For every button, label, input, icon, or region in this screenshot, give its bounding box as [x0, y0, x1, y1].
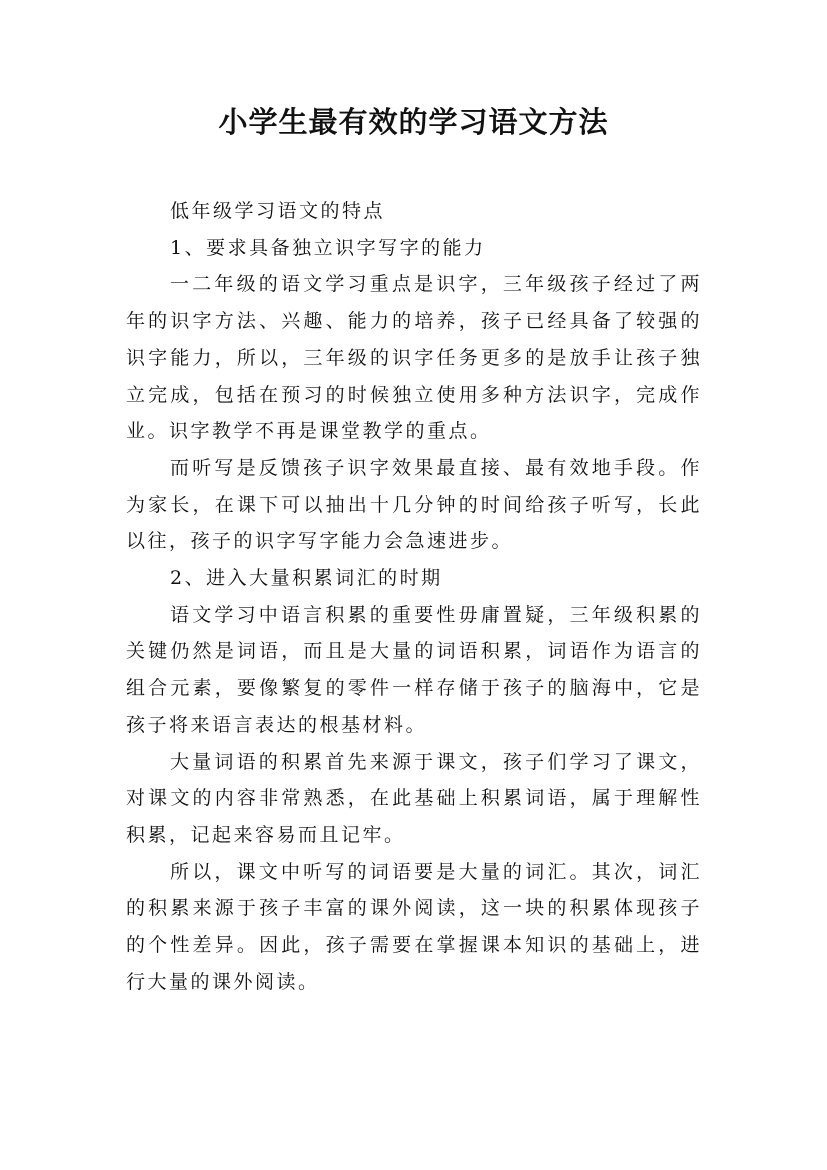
paragraph-literacy: 一二年级的语文学习重点是识字，三年级孩子经过了两年的识字方法、兴趣、能力的培养，孩子已经具备了较强的识字能力，所以，三年级的识字任务更多的是放手让孩子独立完成，包括在预习的时候独立使用多种方法识字，完成作业。识字教学不再是课堂教学的重点。 [126, 273, 702, 443]
paragraph-dictation: 而听写是反馈孩子识字效果最直接、最有效地手段。作为家长，在课下可以抽出十几分钟的时间给孩子听写，长此以往，孩子的识字写字能力会急速进步。 [126, 456, 702, 553]
paragraph-vocabulary: 语文学习中语言积累的重要性毋庸置疑，三年级积累的关键仍然是词语，而且是大量的词语积累，词语作为语言的组合元素，要像繁复的零件一样存储于孩子的脑海中，它是孩子将来语言表达的根基材料。 [126, 603, 702, 736]
paragraph-subheading-2: 2、进入大量积累词汇的时期 [170, 567, 443, 590]
document-body [126, 193, 702, 1000]
paragraph-subheading-1: 1、要求具备独立识字写字的能力 [170, 236, 486, 259]
document-title: 小学生最有效的学习语文方法 [218, 105, 609, 139]
paragraph-textbook-words: 大量词语的积累首先来源于课文，孩子们学习了课文，对课文的内容非常熟悉，在此基础上积累词语，属于理解性积累，记起来容易而且记牢。 [126, 750, 702, 846]
paragraph-extra-reading: 所以，课文中听写的词语要是大量的词汇。其次，词汇的积累来源于孩子丰富的课外阅读，这一块的积累体现孩子的个性差异。因此，孩子需要在掌握课本知识的基础上，进行大量的课外阅读。 [126, 860, 702, 993]
paragraph-heading-low-grade: 低年级学习语文的特点 [170, 200, 386, 222]
